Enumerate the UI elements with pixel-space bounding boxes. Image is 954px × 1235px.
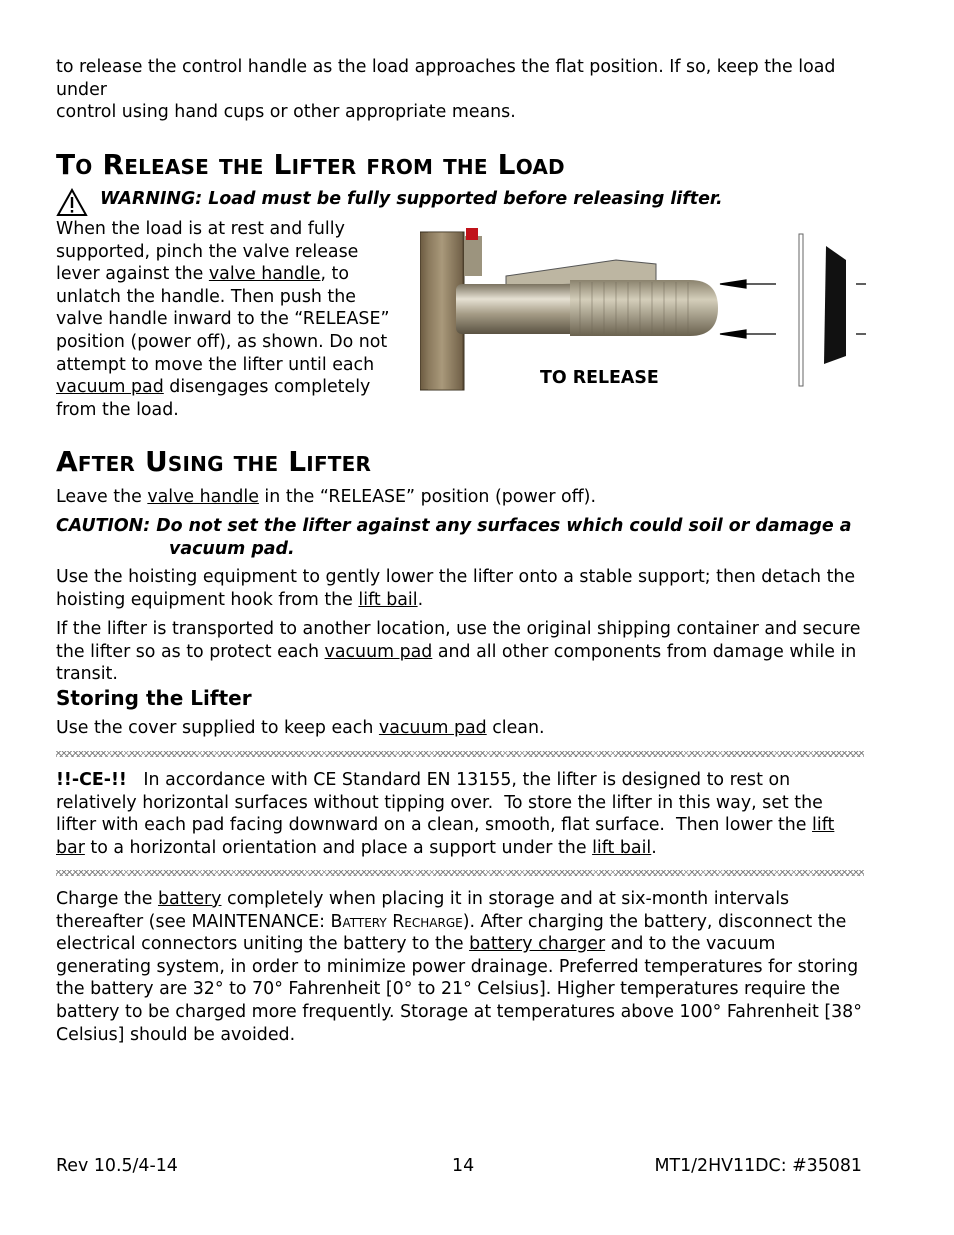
battery-charger-link[interactable]: battery charger [469, 934, 606, 955]
intro-line-1: to release the control handle as the load approaches the flat position. If so, keep the load under [56, 57, 836, 100]
divider-top [56, 751, 864, 757]
warning-triangle-icon [56, 188, 88, 218]
after-heading-block [56, 446, 864, 478]
lift-bar-link[interactable]: lift bar [56, 815, 835, 858]
release-text-3: disengages completely from the load. [56, 377, 371, 420]
battery-link[interactable]: battery [158, 889, 222, 909]
footer-model: MT1/2HV11DC: #35081 [654, 1156, 862, 1176]
page-footer [56, 1156, 864, 1180]
warning-line [56, 186, 864, 216]
caution-block [56, 515, 864, 560]
after-leave-paragraph [56, 486, 864, 509]
ce-tag: !!-CE-!! [56, 770, 127, 790]
push-arrows [720, 280, 776, 338]
charge-paragraph [56, 888, 864, 1046]
charge-text-1: Charge the [56, 889, 158, 909]
transport-paragraph [56, 618, 864, 686]
after-heading: After Using the Lifter [56, 445, 372, 478]
hoist-text-1: Use the hoisting equipment to gently lower the lifter onto a stable support; then detach the hoisting equipment hook from the [56, 567, 856, 610]
charge-text-4: and to the vacuum generating system, in order to minimize power drainage. Preferred temperatures for storing the battery are 32° to 70° Fahrenheit [0° to 21° Celsius]. Higher temperatures require the battery to be charged more frequently. Storage at temperatures above 100° Fahrenheit [38° Celsius] should be avoided. [56, 934, 862, 1045]
intro-line-2: control using hand cups or other appropriate means. [56, 102, 516, 123]
lift-bail-link-2[interactable]: lift bail [592, 837, 652, 858]
charge-text-3: ). After charging the battery, disconnect the electrical connectors uniting the battery to the [56, 911, 847, 955]
charge-text-2: completely when placing it in storage and at six-month intervals thereafter (see MAINTENANCE: [56, 889, 790, 932]
release-figure [420, 224, 866, 394]
vacuum-pad-link[interactable]: vacuum pad [56, 377, 164, 398]
ce-text-3: . [651, 837, 657, 858]
battery-recharge-reference: Battery Recharge [330, 911, 463, 932]
cover-text-2: clean. [486, 718, 545, 738]
cover-text-1: Use the cover supplied to keep each [56, 718, 379, 738]
caution-line-2: vacuum pad. [169, 538, 295, 559]
valve-handle-link-2[interactable]: valve handle [147, 487, 259, 507]
storing-heading: Storing the Lifter [56, 686, 252, 710]
footer-revision: Rev 10.5/4-14 [56, 1156, 178, 1176]
cover-paragraph [56, 717, 864, 740]
leave-text-2: in the “RELEASE” position (power off). [258, 487, 596, 507]
lift-bail-link[interactable]: lift bail [358, 589, 418, 610]
storing-heading-block [56, 685, 864, 711]
leave-text-1: Leave the [56, 487, 148, 507]
intro-paragraph [56, 56, 864, 124]
hoist-text-2: . [417, 589, 424, 610]
transport-text-1: If the lifter is transported to another location, use the original shipping container and secure the lifter so as to protect each [56, 619, 861, 662]
ce-text-2: to a horizontal orientation and place a support under the [84, 837, 593, 858]
warning-text: WARNING: Load must be fully supported before releasing lifter. [100, 189, 723, 209]
release-instructions [56, 218, 401, 421]
vacuum-pad-link-3[interactable]: vacuum pad [378, 718, 487, 738]
footer-page-number: 14 [452, 1156, 475, 1176]
figure-label: TO RELEASE [540, 368, 659, 388]
release-text-2: , to unlatch the handle. Then push the valve handle inward to the “RELEASE” position (power off), as shown. Do not attempt to move the lifter until each [56, 264, 390, 375]
release-heading-block [56, 149, 864, 181]
valve-handle-link[interactable]: valve handle [208, 264, 321, 285]
hoist-paragraph [56, 566, 864, 611]
caution-line-1: CAUTION: Do not set the lifter against any surfaces which could soil or damage a [56, 516, 852, 536]
transport-text-2: and all other components from damage while in transit. [56, 641, 857, 685]
release-heading: To Release the Lifter from the Load [56, 148, 565, 181]
ce-text-1: In accordance with CE Standard EN 13155, the lifter is designed to rest on relatively horizontal surfaces without tipping over. To store the lifter in this way, set the lifter with each pad facing downward on a clean, smooth, flat surface. Then lower the [56, 770, 829, 836]
vacuum-pad-link-2[interactable]: vacuum pad [324, 641, 433, 662]
ce-paragraph [56, 769, 864, 859]
divider-bottom [56, 870, 864, 876]
release-text-1: When the load is at rest and fully supported, pinch the valve release lever against the [56, 219, 359, 285]
